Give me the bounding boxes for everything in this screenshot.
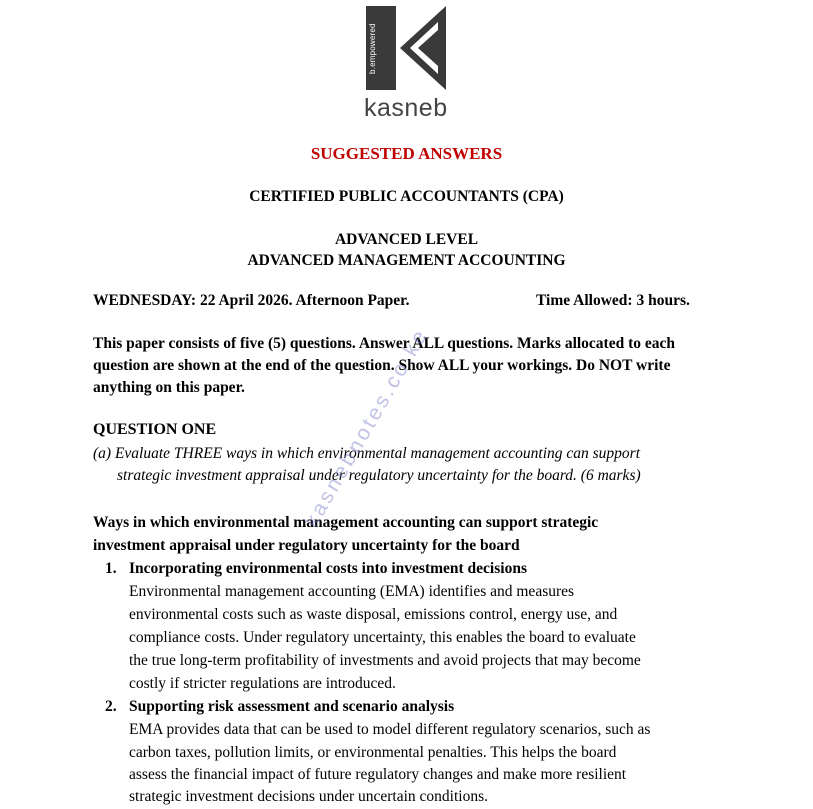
watermark: kasnebnotes.co.ke	[300, 324, 433, 532]
qualification-title: CERTIFIED PUBLIC ACCOUNTANTS (CPA)	[249, 188, 564, 205]
paper-title: ADVANCED MANAGEMENT ACCOUNTING	[247, 252, 566, 269]
answer-heading-line-2: investment appraisal under regulatory uncertainty for the board	[93, 537, 520, 554]
instructions-line-2: question are shown at the end of the question. Show ALL your workings. Do NOT write	[93, 357, 671, 374]
kasneb-logo	[358, 4, 454, 122]
point-text-line: carbon taxes, pollution limits, or environmental penalties. This helps the board	[129, 744, 617, 761]
question-part-a-line-1: (a) Evaluate THREE ways in which environmental management accounting can support	[93, 445, 640, 462]
point-number: 2.	[105, 698, 117, 715]
kasneb-k-logo-icon	[366, 4, 448, 92]
suggested-answers-title: SUGGESTED ANSWERS	[310, 144, 503, 163]
exam-date: WEDNESDAY: 22 April 2026. Afternoon Paper.	[93, 292, 410, 309]
question-part-a-line-2: strategic investment appraisal under regulatory uncertainty for the board. (6 marks)	[117, 467, 641, 484]
point-text-line: environmental costs such as waste disposal, emissions control, energy use, and	[129, 606, 618, 623]
time-allowed: Time Allowed: 3 hours.	[536, 292, 690, 309]
point-text-line: compliance costs. Under regulatory uncertainty, this enables the board to evaluate	[129, 629, 636, 646]
point-text-line: Environmental management accounting (EMA) identifies and measures	[129, 583, 575, 600]
instructions-line-1: This paper consists of five (5) questions. Answer ALL questions. Marks allocated to each	[93, 335, 676, 352]
instructions-line-3: anything on this paper.	[93, 379, 245, 396]
logo-tagline: b.empowered	[368, 23, 377, 74]
point-number: 1.	[105, 560, 117, 577]
point-text-line: costly if stricter regulations are introduced.	[129, 675, 396, 692]
level-title: ADVANCED LEVEL	[334, 231, 479, 248]
point-title: Supporting risk assessment and scenario analysis	[129, 698, 455, 715]
point-title: Incorporating environmental costs into investment decisions	[129, 560, 527, 577]
question-title: QUESTION ONE	[93, 421, 217, 438]
point-text-line: strategic investment decisions under uncertain conditions.	[129, 788, 488, 805]
point-text-line: assess the financial impact of future regulatory changes and make more resilient	[129, 766, 627, 783]
point-text-line: the true long-term profitability of investments and avoid projects that may become	[129, 652, 641, 669]
logo-wordmark: kasneb	[364, 94, 448, 122]
point-text-line: EMA provides data that can be used to model different regulatory scenarios, such as	[129, 721, 651, 738]
answer-heading-line-1: Ways in which environmental management accounting can support strategic	[93, 514, 599, 531]
